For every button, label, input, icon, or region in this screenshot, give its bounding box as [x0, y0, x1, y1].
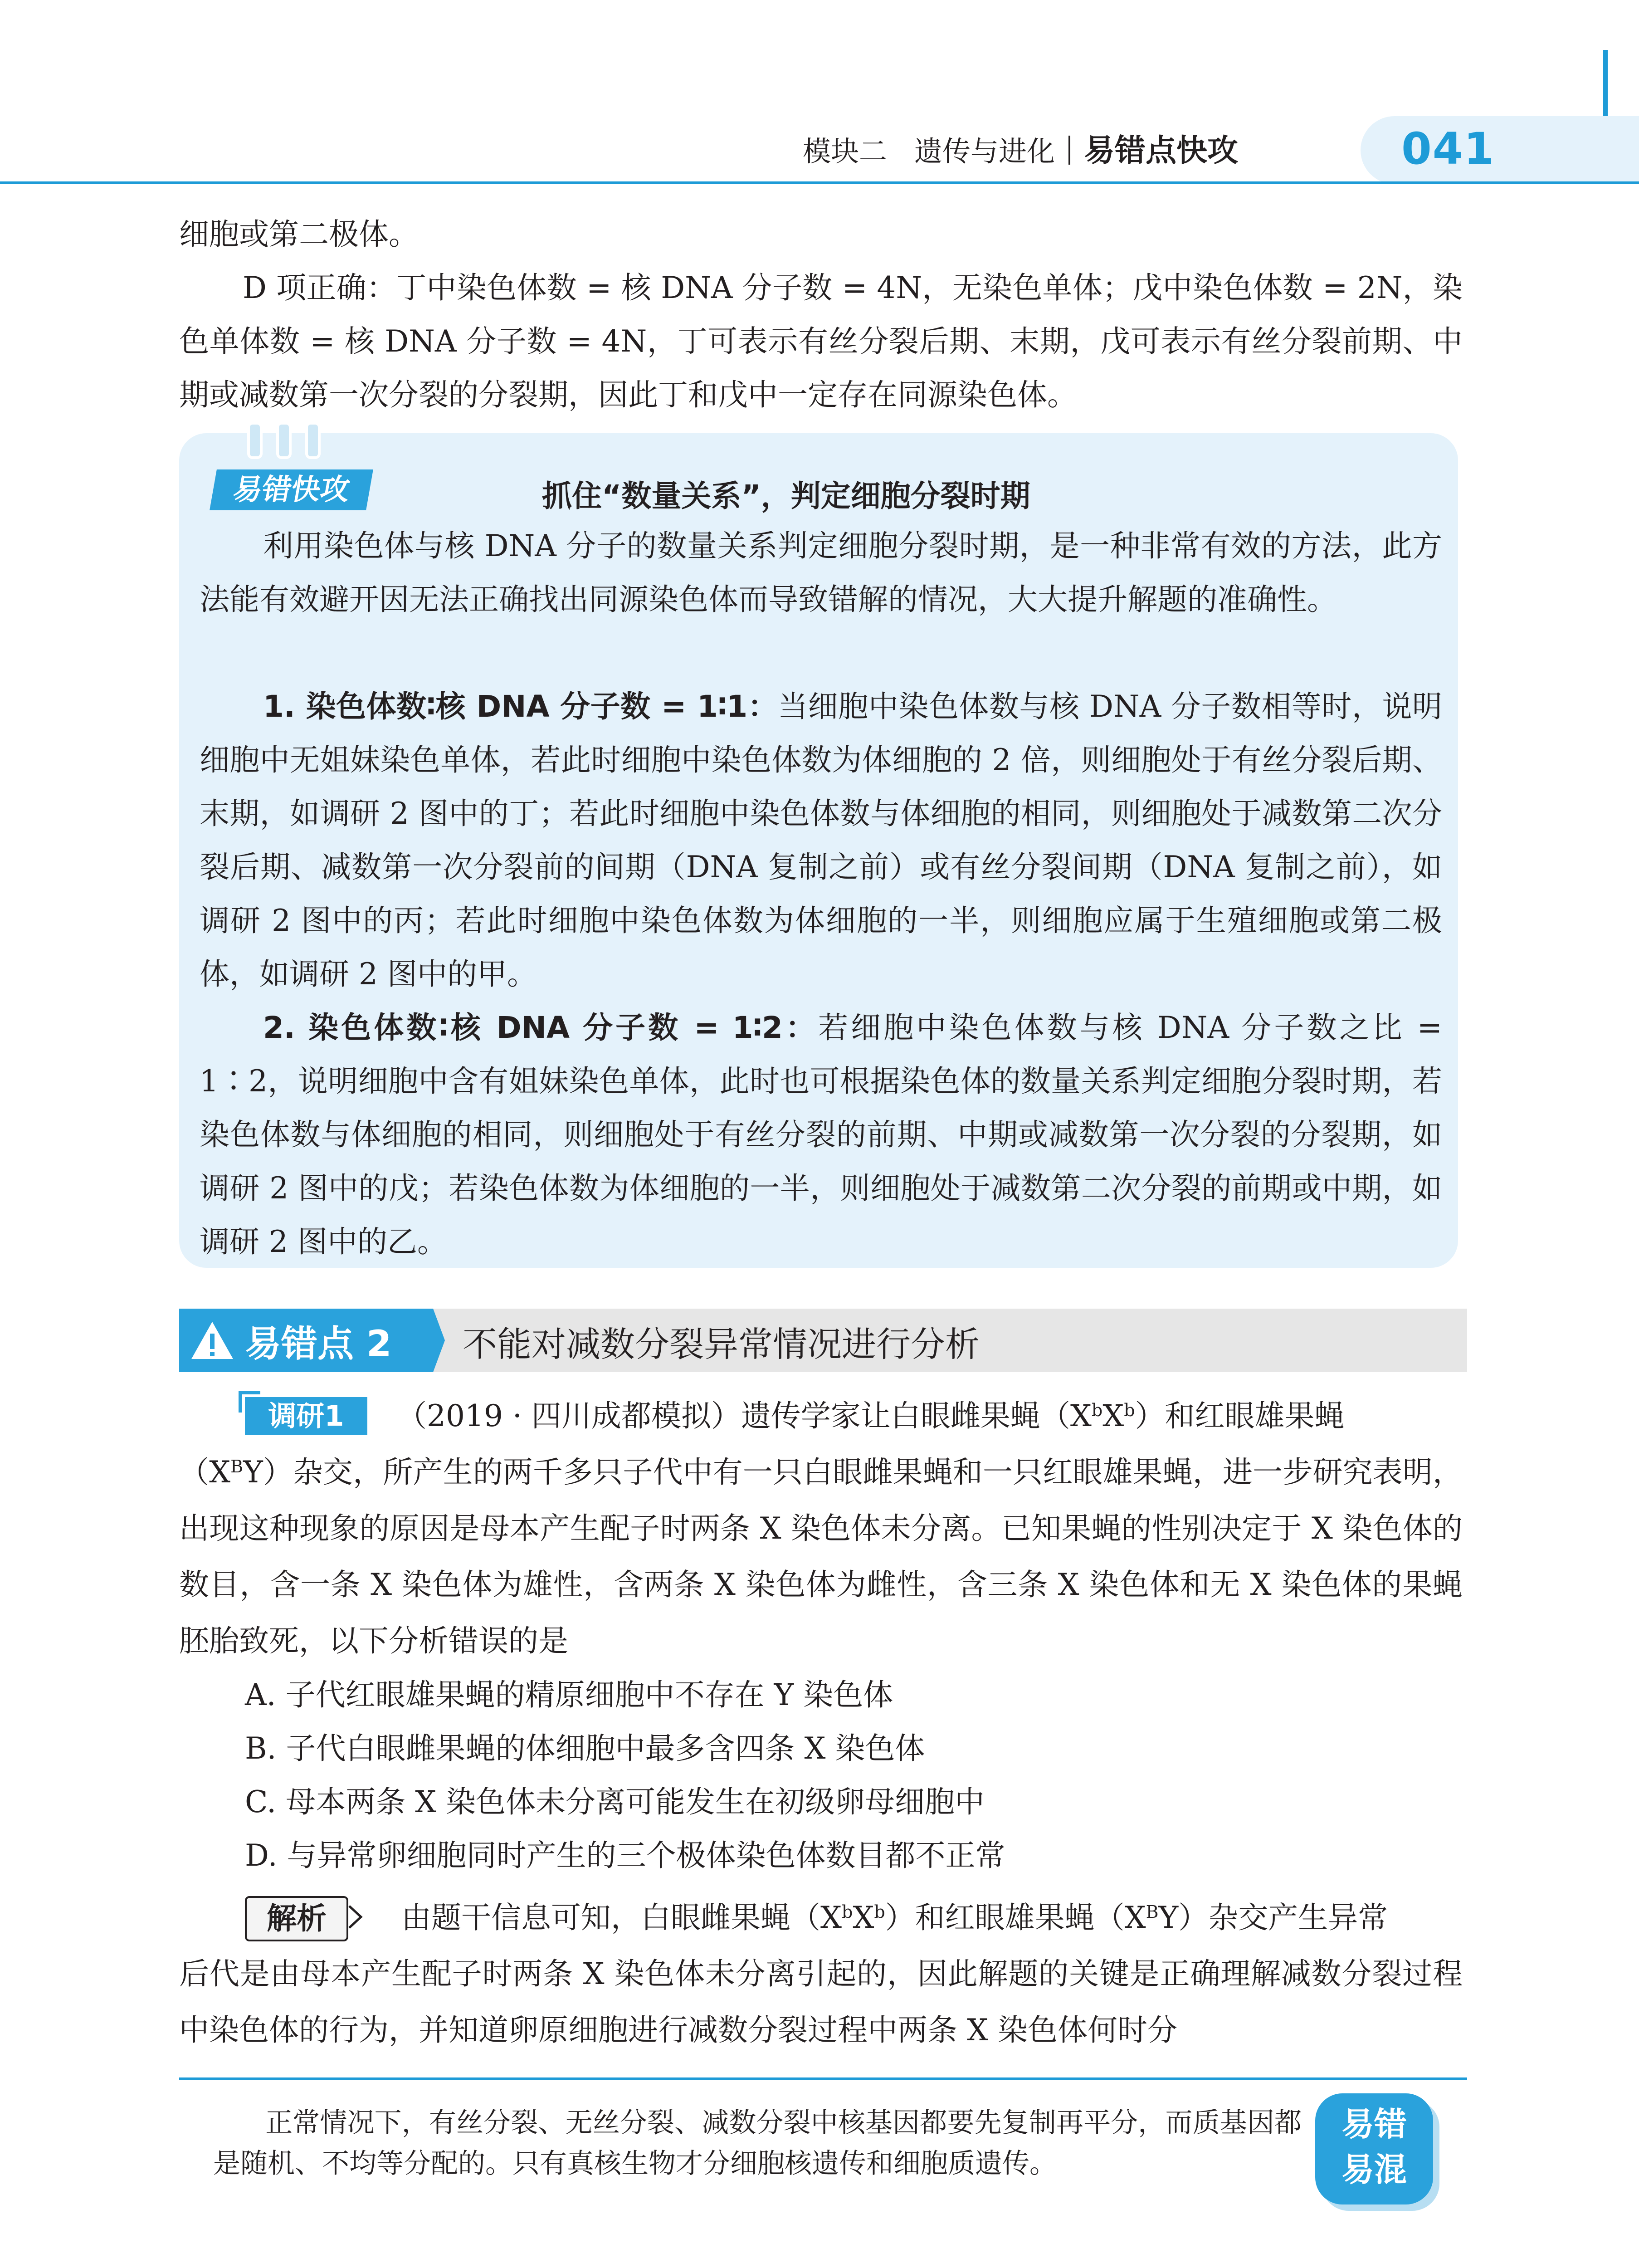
tip-item-1-head: 1. 染色体数∶核 DNA 分子数 = 1∶1： [263, 689, 778, 724]
footer-rule [179, 2077, 1467, 2080]
running-head [803, 126, 1238, 170]
body-line: 细胞或第二极体。 [179, 217, 419, 252]
subject-label: 遗传与进化 [914, 135, 1055, 168]
warning-icon [190, 1320, 235, 1361]
page-header [0, 0, 1639, 186]
question-tag: 调研1 [245, 1397, 367, 1435]
option-b: B. 子代白眼雌果蝇的体细胞中最多含四条 X 染色体 [245, 1731, 925, 1766]
tip-item-2-head: 2. 染色体数∶核 DNA 分子数 = 1∶2： [263, 1010, 819, 1045]
analysis-line1: 由题干信息可知，白眼雌果蝇$(X^bX^b)$和红眼雄果蝇$(X^BY)$杂交产生异常 [401, 1900, 1388, 1935]
tip-item-2: 2. 染色体数∶核 DNA 分子数 = 1∶2：若细胞中染色体数与核 DNA 分子数之比 = 1∶2，说明细胞中含有姐妹染色单体，此时也可根据染色体的数量关系判定细胞分裂时期，若染色体数与体细胞的相同，则细胞处于有丝分裂的前期、中期或减数第一次分裂的分裂期，如调研 2 图中的戊；若染色体数为体细胞的一半，则细胞处于减数第二次分裂的前期或中期，如调研 2 图中的乙。 [200, 1010, 1442, 1259]
series-label: 易错点快攻 [1084, 133, 1239, 169]
footer-note: 正常情况下，有丝分裂、无丝分裂、减数分裂中核基因都要先复制再平分，而质基因都是随机、不均等分配的。只有真核生物才分细胞核遗传和细胞质遗传。 [213, 2107, 1302, 2180]
badge-line-1: 易错 [1341, 2105, 1407, 2143]
analysis-rest: 后代是由母本产生配子时两条 X 染色体未分离引起的，因此解题的关键是正确理解减数分裂过程中染色体的行为，并知道卵原细胞进行减数分裂过程中两条 X 染色体何时分 [179, 1956, 1463, 2048]
page-number: 041 [1401, 123, 1495, 174]
option-d: D. 与异常卵细胞同时产生的三个极体染色体数目都不正常 [245, 1838, 1005, 1873]
mistake-badge [1315, 2093, 1433, 2204]
tip-item-1: 1. 染色体数∶核 DNA 分子数 = 1∶1：当细胞中染色体数与核 DNA 分子数相等时，说明细胞中无姐妹染色单体，若此时细胞中染色体数为体细胞的 2 倍，则细胞处于有丝分裂后期、末期，如调研 2 图中的丁；若此时细胞中染色体数与体细胞的相同，则细胞处于减数第二次分裂后期、减数第一次分裂前的间期（DNA 复制之前）或有丝分裂间期（DNA 复制之前），如调研 2 图中的丙；若此时细胞中染色体数为体细胞的一半，则细胞应属于生殖细胞或第二极体，如调研 2 图中的甲。 [200, 689, 1442, 992]
option-a: A. 子代红眼雄果蝇的精原细胞中不存在 Y 染色体 [245, 1677, 893, 1712]
header-divider [1068, 136, 1070, 165]
badge-line-2: 易混 [1341, 2151, 1407, 2189]
tip-title: 抓住“数量关系”，判定细胞分裂时期 [542, 479, 1030, 513]
option-c: C. 母本两条 X 染色体未分离可能发生在初级卵母细胞中 [245, 1784, 985, 1819]
tip-badge: 易错快攻 [210, 469, 373, 510]
header-rule [0, 181, 1639, 184]
section-label: 易错点 2 [245, 1323, 392, 1365]
section-title: 不能对减数分裂异常情况进行分析 [463, 1324, 980, 1364]
tip-intro: 利用染色体与核 DNA 分子的数量关系判定细胞分裂时期，是一种非常有效的方法，此方法能有效避开因无法正确找出同源染色体而导致错解的情况，大大提升解题的准确性。 [200, 528, 1442, 617]
body-paragraph-d: D 项正确：丁中染色体数 = 核 DNA 分子数 = 4N，无染色单体；戊中染色体数 = 2N，染色单体数 = 核 DNA 分子数 = 4N，丁可表示有丝分裂后期、末期，戊可表示有丝分裂前期、中期或减数第一次分裂的分裂期，因此丁和戊中一定存在同源染色体。 [179, 270, 1463, 412]
binder-rings [247, 422, 334, 461]
question-stem-rest: $(X^BY)$杂交，所产生的两千多只子代中有一只白眼雌果蝇和一只红眼雄果蝇，进一步研究表明，出现这种现象的原因是母本产生配子时两条 X 染色体未分离。已知果蝇的性别决定于 X 染色体的数目，含一条 X 染色体为雄性，含两条 X 染色体为雌性，含三条 X 染色体和无 X 染色体的果蝇胚胎致死，以下分析错误的是 [179, 1455, 1463, 1658]
question-stem-line1: （2019 · 四川成都模拟）遗传学家让白眼雌果蝇$(X^bX^b)$和红眼雄果蝇 [397, 1398, 1345, 1433]
module-label: 模块二 [803, 135, 888, 168]
analysis-tag: 解析 [245, 1896, 348, 1941]
